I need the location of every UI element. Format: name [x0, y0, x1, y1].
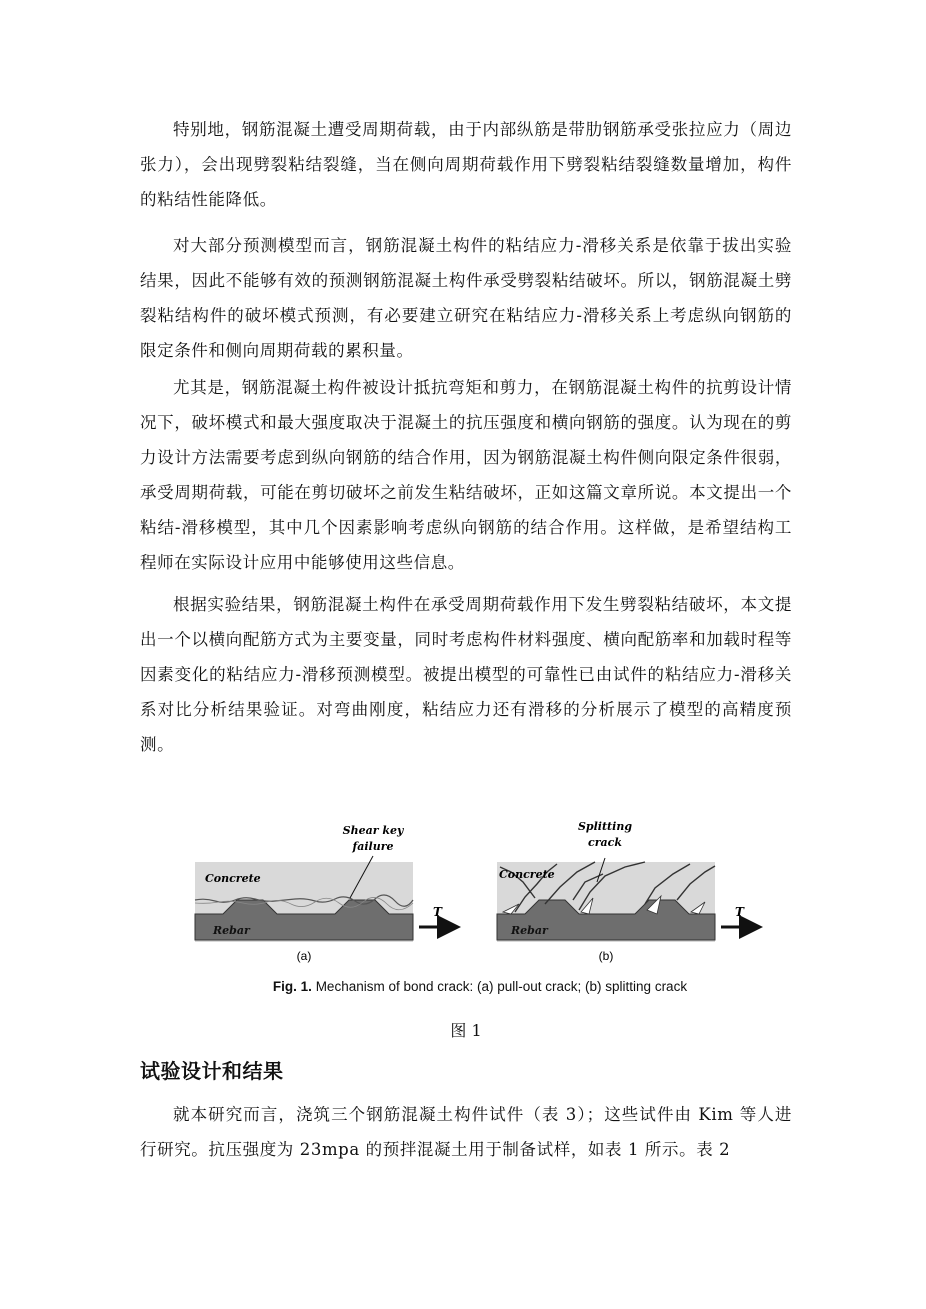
caption-text: Mechanism of bond crack: (a) pull-out crack; (b) splitting crack: [315, 979, 688, 994]
section-heading: 试验设计和结果: [140, 1059, 284, 1083]
paragraph-3: 尤其是，钢筋混凝土构件被设计抵抗弯矩和剪力，在钢筋混凝土构件的抗剪设计情况下，破坏模式和最大强度取决于混凝土的抗压强度和横向钢筋的强度。认为现在的剪力设计方法需要考虑到纵向钢筋的结合作用，因为钢筋混凝土构件侧向限定条件很弱，承受周期荷载，可能在剪切破坏之前发生粘结破坏，正如这篇文章所说。本文提出一个粘结-滑移模型，其中几个因素影响考虑纵向钢筋的结合作用。这样做，是希望结构工程师在实际设计应用中能够使用这些信息。: [140, 378, 792, 572]
panel-label-a: (a): [296, 949, 312, 963]
caption-prefix: Fig. 1.: [272, 979, 312, 994]
bond-crack-figure: [185, 812, 775, 1012]
panel-label-b: (b): [598, 949, 614, 963]
section-paragraph: 就本研究而言，浇筑三个钢筋混凝土构件试件（表 3）；这些试件由 Kim 等人进行研究。抗压强度为 23mpa 的预拌混凝土用于制备试样，如表 1 所示。表 2: [140, 1105, 792, 1159]
paragraph-4: 根据实验结果，钢筋混凝土构件在承受周期荷载作用下发生劈裂粘结破坏，本文提出一个以横向配筋方式为主要变量，同时考虑构件材料强度、横向配筋率和加载时程等因素变化的粘结应力-滑移预测模型。被提出模型的可靠性已由试件的粘结应力-滑移关系对比分析结果验证。对弯曲刚度，粘结应力还有滑移的分析展示了模型的高精度预测。: [140, 595, 792, 754]
paragraph-1: 特别地，钢筋混凝土遭受周期荷载，由于内部纵筋是带肋钢筋承受张拉应力（周边张力），会出现劈裂粘结裂缝，当在侧向周期荷载作用下劈裂粘结裂缝数量增加，构件的粘结性能降低。: [140, 120, 792, 209]
force-label-a: T: [433, 905, 442, 919]
shear-key-label: Shear key: [342, 824, 404, 837]
bond-crack-diagram: [185, 812, 775, 977]
splitting-label: Splitting: [577, 820, 633, 833]
rebar-label-b: Rebar: [511, 924, 548, 937]
splitting-label-line2: crack: [588, 836, 622, 849]
concrete-label-a: Concrete: [205, 872, 261, 885]
shear-key-label-line2: failure: [352, 840, 394, 853]
figure-caption: [185, 979, 775, 994]
figure-number: 图 1: [450, 1021, 482, 1040]
paragraph-2: 对大部分预测模型而言，钢筋混凝土构件的粘结应力-滑移关系是依靠于拔出实验结果，因此不能够有效的预测钢筋混凝土构件承受劈裂粘结破坏。所以，钢筋混凝土劈裂粘结构件的破坏模式预测，有必要建立研究在粘结应力-滑移关系上考虑纵向钢筋的限定条件和侧向周期荷载的累积量。: [140, 236, 792, 360]
concrete-label-b: Concrete: [499, 868, 555, 881]
rebar-label-a: Rebar: [213, 924, 250, 937]
force-label-b: T: [735, 905, 744, 919]
